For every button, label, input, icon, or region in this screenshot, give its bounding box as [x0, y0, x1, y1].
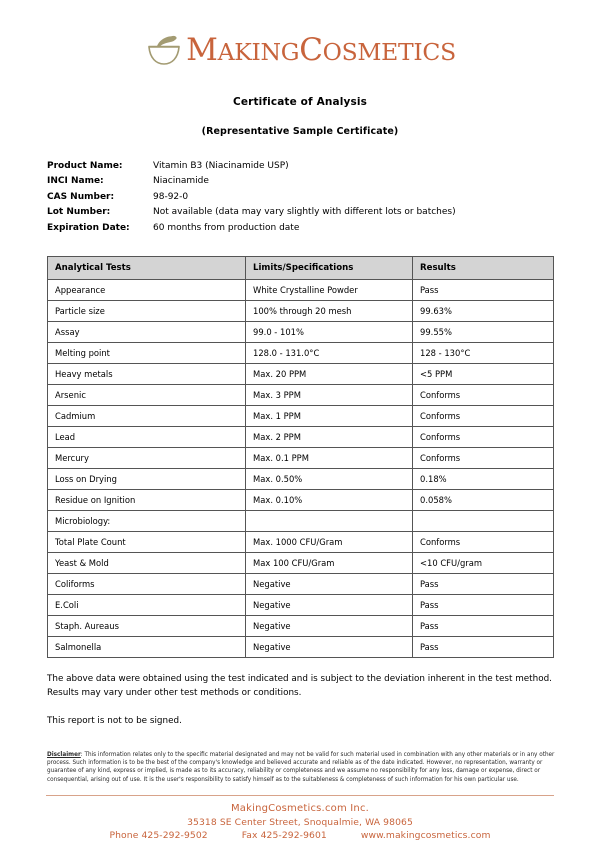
wordmark-m: M: [186, 31, 218, 68]
info-row-product-name: [47, 159, 600, 174]
cell-test: Particle size: [48, 301, 246, 322]
cell-test: Loss on Drying: [48, 469, 246, 490]
page-subtitle: (Representative Sample Certificate): [201, 126, 399, 137]
table-row: [48, 553, 554, 574]
cell-limit: Negative: [246, 595, 413, 616]
cell-limit: Max. 3 PPM: [246, 385, 413, 406]
mortar-pestle-icon: [144, 33, 184, 67]
info-value: 60 months from production date: [153, 222, 300, 233]
cell-test: Assay: [48, 322, 246, 343]
table-row: [48, 574, 554, 595]
table-row: [48, 280, 554, 301]
cell-limit: 128.0 - 131.0°C: [246, 343, 413, 364]
cell-test: Microbiology:: [48, 511, 246, 532]
cell-limit: Max. 1 PPM: [246, 406, 413, 427]
cell-result: Conforms: [413, 427, 554, 448]
table-row: [48, 427, 554, 448]
data-note-paragraph: The above data were obtained using the test indicated and is subject to the deviation inherent in the test method. Results may vary under other test methods or conditions.: [47, 674, 552, 698]
cell-result: Conforms: [413, 448, 554, 469]
column-header-results: Results: [413, 257, 554, 280]
cell-result: 99.63%: [413, 301, 554, 322]
info-row-expiration-date: [47, 221, 600, 236]
cell-result: Conforms: [413, 406, 554, 427]
table-row: [48, 364, 554, 385]
info-row-inci-name: [47, 174, 600, 189]
cell-limit: Max. 2 PPM: [246, 427, 413, 448]
wordmark-osmetics: OSMETICS: [322, 37, 456, 66]
cell-limit: Max. 20 PPM: [246, 364, 413, 385]
table-row: [48, 343, 554, 364]
cell-limit: 99.0 - 101%: [246, 322, 413, 343]
page-title: Certificate of Analysis: [232, 96, 367, 108]
cell-test: Lead: [48, 427, 246, 448]
cell-result: <10 CFU/gram: [413, 553, 554, 574]
cell-test: Mercury: [48, 448, 246, 469]
cell-test: Cadmium: [48, 406, 246, 427]
table-row: [48, 532, 554, 553]
wordmark-aking: AKING: [217, 37, 300, 66]
info-value: 98-92-0: [153, 191, 189, 202]
cell-test: Residue on Ignition: [48, 490, 246, 511]
disclaimer-paragraph: [47, 751, 555, 785]
cell-test: Staph. Aureaus: [48, 616, 246, 637]
info-label: Expiration Date:: [47, 222, 130, 233]
cell-result: Pass: [413, 616, 554, 637]
cell-test: E.Coli: [48, 595, 246, 616]
cell-test: Arsenic: [48, 385, 246, 406]
table-row: [48, 406, 554, 427]
info-row-lot-number: [47, 205, 600, 220]
info-label: CAS Number:: [47, 191, 115, 202]
cell-limit: Negative: [246, 574, 413, 595]
cell-limit: Negative: [246, 637, 413, 658]
disclaimer-heading: Disclaimer: [47, 751, 81, 758]
cell-test: Melting point: [48, 343, 246, 364]
cell-test: Salmonella: [48, 637, 246, 658]
info-label: Lot Number:: [47, 207, 111, 218]
cell-result: Pass: [413, 595, 554, 616]
cell-limit: White Crystalline Powder: [246, 280, 413, 301]
footer-company: MakingCosmetics.com Inc.: [230, 803, 370, 815]
table-body: [48, 280, 554, 658]
cell-result: 0.058%: [413, 490, 554, 511]
table-row: [48, 637, 554, 658]
analytical-tests-table: [47, 256, 554, 658]
column-header-limits: Limits/Specifications: [246, 257, 413, 280]
cell-test: Coliforms: [48, 574, 246, 595]
cell-test: Total Plate Count: [48, 532, 246, 553]
info-row-cas-number: [47, 190, 600, 205]
wordmark-c: C: [299, 31, 323, 68]
brand-wordmark: [186, 31, 456, 68]
product-info-block: [47, 159, 600, 236]
signature-note-paragraph: This report is not to be signed.: [47, 716, 182, 727]
table-row: [48, 616, 554, 637]
table-row: [48, 301, 554, 322]
cell-limit: Max. 0.50%: [246, 469, 413, 490]
table-row: [48, 385, 554, 406]
footer-website[interactable]: www.makingcosmetics.com: [360, 830, 491, 842]
table-row: [48, 448, 554, 469]
info-value: Niacinamide: [153, 176, 209, 187]
cell-result: 99.55%: [413, 322, 554, 343]
cell-result: Pass: [413, 574, 554, 595]
footer: [0, 802, 600, 842]
table-header-row: [48, 257, 554, 280]
footer-contact-row: [0, 829, 600, 842]
cell-limit: [246, 511, 413, 532]
cell-result: [413, 511, 554, 532]
footer-divider: [46, 795, 554, 796]
footer-phone: Phone 425-292-9502: [109, 830, 208, 842]
cell-result: Pass: [413, 280, 554, 301]
table-row: [48, 595, 554, 616]
brand-logo: [0, 26, 600, 74]
cell-limit: 100% through 20 mesh: [246, 301, 413, 322]
table-row: [48, 490, 554, 511]
info-value: Not available (data may vary slightly with different lots or batches): [153, 207, 456, 218]
cell-limit: Max. 0.1 PPM: [246, 448, 413, 469]
cell-limit: Max. 1000 CFU/Gram: [246, 532, 413, 553]
cell-test: Heavy metals: [48, 364, 246, 385]
cell-limit: Negative: [246, 616, 413, 637]
cell-result: Conforms: [413, 385, 554, 406]
certificate-page: [0, 26, 600, 842]
cell-result: Conforms: [413, 532, 554, 553]
disclaimer-text: : This information relates only to the specific material designated and may not be valid for such material used in combination with any other materials or in any other process. Such information is to be the best of the company's knowledge and believed accurate and reliable as of the date indicated. However, no representation, warranty or guarantee of any kind, express or implied, is made as to its accuracy, reliability or completeness and we assume no responsibility for any loss, damage or expense, direct or consequential, arising out of use. It is the user's responsibility to satisfy himself as to the suitableness & completeness of such information for his own particular use.: [47, 751, 555, 783]
column-header-analytical-tests: Analytical Tests: [48, 257, 246, 280]
table-row: [48, 322, 554, 343]
info-label: INCI Name:: [47, 176, 104, 187]
info-value: Vitamin B3 (Niacinamide USP): [153, 161, 289, 171]
footer-fax: Fax 425-292-9601: [241, 830, 327, 842]
cell-result: <5 PPM: [413, 364, 554, 385]
table-row: [48, 469, 554, 490]
cell-limit: Max. 0.10%: [246, 490, 413, 511]
cell-test: Yeast & Mold: [48, 553, 246, 574]
cell-result: 128 - 130°C: [413, 343, 554, 364]
cell-result: 0.18%: [413, 469, 554, 490]
cell-test: Appearance: [48, 280, 246, 301]
cell-limit: Max 100 CFU/Gram: [246, 553, 413, 574]
footer-address: 35318 SE Center Street, Snoqualmie, WA 98065: [187, 817, 413, 829]
info-label: Product Name:: [47, 161, 123, 171]
table-row: [48, 511, 554, 532]
cell-result: Pass: [413, 637, 554, 658]
